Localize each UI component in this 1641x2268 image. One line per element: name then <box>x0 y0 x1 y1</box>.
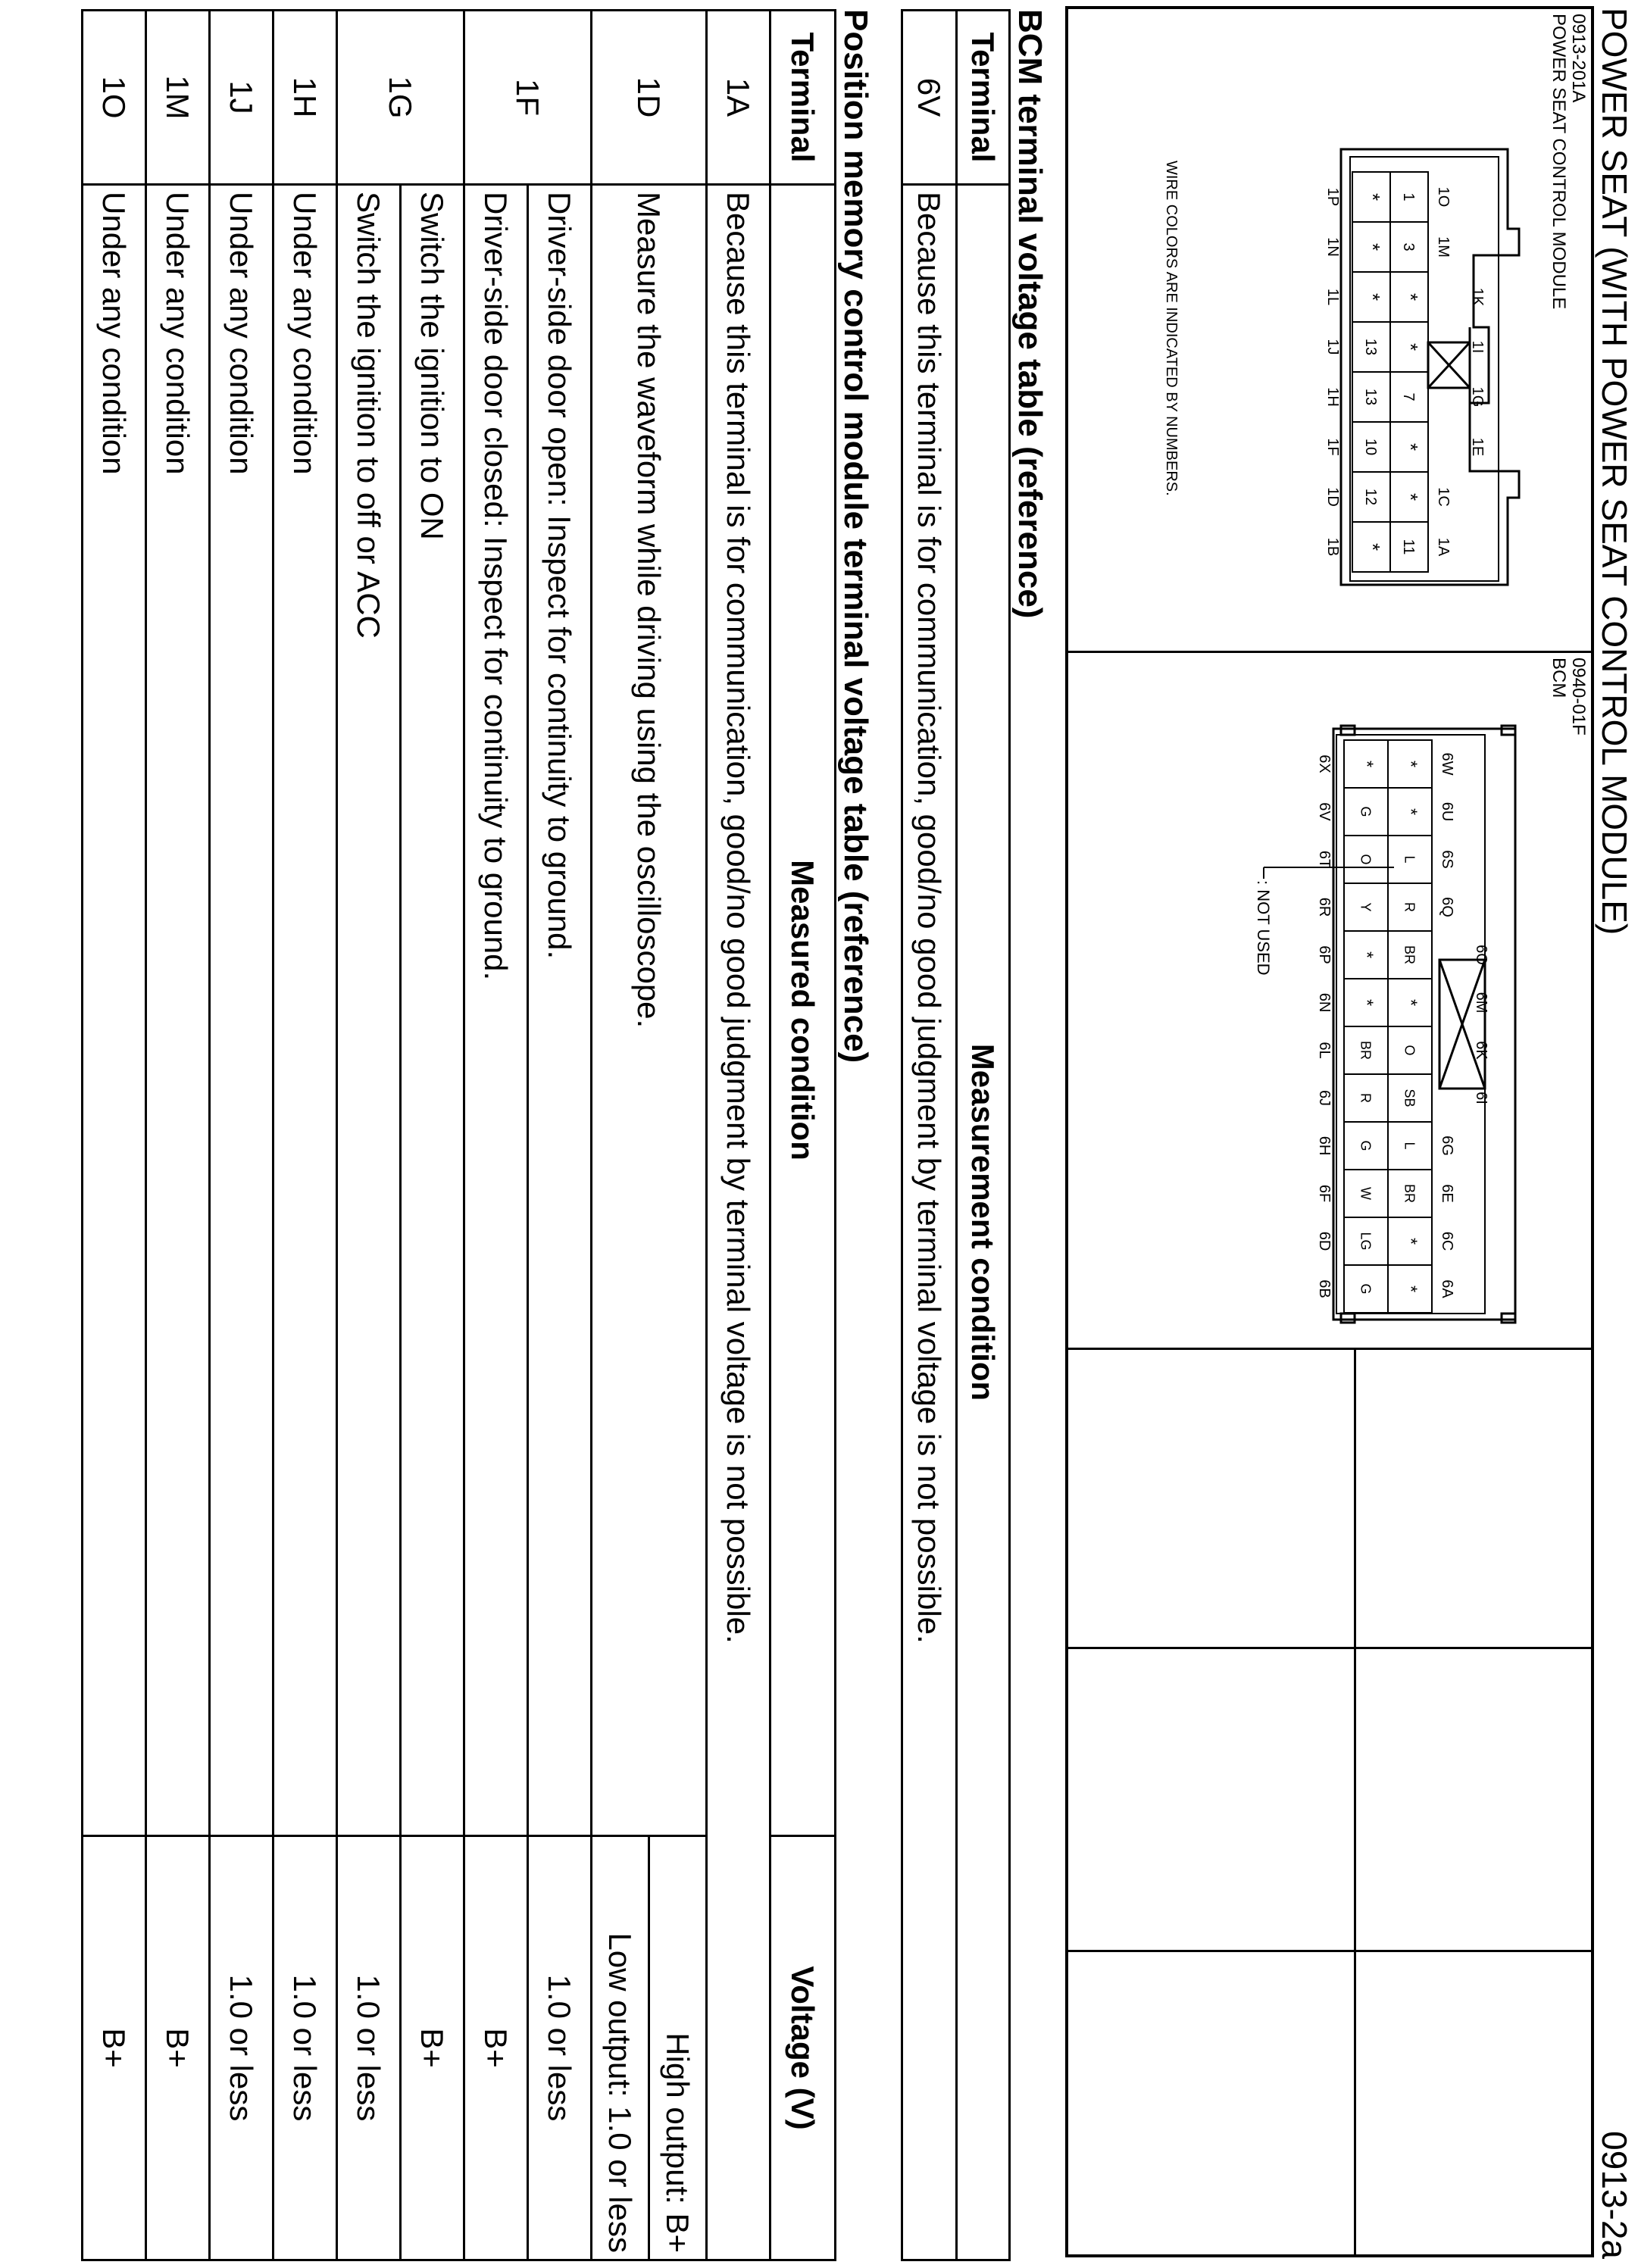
pin-value: 10 <box>1361 438 1379 456</box>
condition-1h: Under any condition <box>274 185 337 1836</box>
pin-label: 1O <box>1435 186 1452 208</box>
voltage-1g-off: 1.0 or less <box>337 1836 401 2260</box>
psm-header-condition: Measured condition <box>770 185 836 1836</box>
table-row <box>902 11 957 2260</box>
pin-label: 6J <box>1316 1089 1333 1107</box>
psm-header-terminal: Terminal <box>770 11 836 185</box>
condition-1o: Under any condition <box>83 185 146 1836</box>
terminal-1a: 1A <box>707 11 770 185</box>
pin-value: 12 <box>1361 488 1379 506</box>
pin-value: * <box>1361 292 1384 301</box>
terminal-1g: 1G <box>337 11 464 185</box>
pin-value: * <box>1361 242 1384 251</box>
pin-value: * <box>1361 192 1384 201</box>
table-row <box>337 11 401 2260</box>
table-row <box>649 11 707 2260</box>
pin-label: 1P <box>1324 187 1341 207</box>
psm-table-title: Position memory control module terminal voltage table (reference) <box>837 9 874 1064</box>
condition-1j: Under any condition <box>210 185 274 1836</box>
voltage-1d-high: High output: B+ <box>649 1836 707 2260</box>
empty-cell-3 <box>1068 1952 1591 2255</box>
pin-label: 1I <box>1469 340 1486 354</box>
pin-value: W <box>1358 1187 1374 1200</box>
pin-value: 7 <box>1399 392 1417 401</box>
bcm-row-terminal: 6V <box>902 11 957 185</box>
pin-value: * <box>1357 760 1377 768</box>
pin-value: 13 <box>1361 388 1379 406</box>
empty-cell-1 <box>1068 1350 1591 1649</box>
terminal-1j: 1J <box>210 11 274 185</box>
pin-label: 6C <box>1439 1231 1455 1251</box>
table-row <box>401 11 464 2260</box>
pin-value: R <box>1402 902 1418 912</box>
table-row <box>464 11 528 2260</box>
connector-a-name: POWER SEAT CONTROL MODULE <box>1549 14 1569 310</box>
pin-value: BR <box>1358 1040 1374 1061</box>
voltage-1o: B+ <box>83 1836 146 2260</box>
pin-label: 6H <box>1316 1136 1333 1156</box>
pin-label: 6P <box>1316 945 1333 964</box>
pin-value: G <box>1358 806 1374 817</box>
pin-label: 1C <box>1435 487 1452 507</box>
connector-b-name: BCM <box>1549 658 1569 698</box>
connector-b-code: 0940-01F <box>1568 658 1589 736</box>
table-row <box>210 11 274 2260</box>
voltage-1f-closed: B+ <box>464 1836 528 2260</box>
table-row <box>274 11 337 2260</box>
connector-frame <box>1065 6 1594 2257</box>
pin-label: 6S <box>1439 850 1455 869</box>
pin-value: G <box>1358 1140 1374 1151</box>
pin-label: 6A <box>1439 1279 1455 1298</box>
pin-value: 11 <box>1399 539 1417 555</box>
pin-label: 6X <box>1316 754 1333 773</box>
pin-value: R <box>1358 1093 1374 1103</box>
pin-value: * <box>1399 442 1422 451</box>
pin-value: 13 <box>1361 338 1379 356</box>
pin-label: 1N <box>1324 237 1341 257</box>
pin-label: 6L <box>1316 1042 1333 1059</box>
pin-label: 1H <box>1324 387 1341 407</box>
psm-terminal-table <box>81 9 836 2261</box>
pin-label: 1G <box>1469 386 1486 408</box>
condition-1m: Under any condition <box>146 185 210 1836</box>
pin-label: 6N <box>1316 992 1333 1013</box>
pin-label: 6G <box>1439 1136 1455 1156</box>
pin-value: BR <box>1402 945 1418 965</box>
voltage-1m: B+ <box>146 1836 210 2260</box>
pin-value: Y <box>1358 902 1374 912</box>
pin-label: 1F <box>1324 438 1341 456</box>
pin-label: 6F <box>1316 1184 1333 1203</box>
terminal-1d: 1D <box>592 11 707 185</box>
condition-1g-off: Switch the ignition to off or ACC <box>337 185 401 1836</box>
pin-label: 6T <box>1316 850 1333 869</box>
pin-value: * <box>1401 1285 1421 1293</box>
terminal-1m: 1M <box>146 11 210 185</box>
pin-label: 6D <box>1316 1231 1333 1251</box>
pin-value: L <box>1402 855 1418 864</box>
pin-value: * <box>1401 808 1421 816</box>
pin-value: * <box>1401 760 1421 768</box>
pin-value: O <box>1402 1045 1418 1056</box>
pin-label: 1K <box>1469 287 1486 307</box>
pin-value: * <box>1399 342 1422 351</box>
pin-label: 1E <box>1469 437 1486 457</box>
terminal-1f: 1F <box>464 11 592 185</box>
voltage-1g-on: B+ <box>401 1836 464 2260</box>
pin-value: * <box>1399 292 1422 301</box>
connector-a-code: 0913-201A <box>1568 14 1589 103</box>
table-row <box>707 11 770 2260</box>
table-row <box>528 11 592 2260</box>
pin-value: * <box>1399 492 1422 501</box>
pin-label: 1A <box>1435 537 1452 557</box>
condition-1a: Because this terminal is for communication, good/no good judgment by terminal voltage is not possible. <box>707 185 770 2260</box>
connector-a-note: WIRE COLORS ARE INDICATED BY NUMBERS. <box>1163 161 1180 496</box>
terminal-1h: 1H <box>274 11 337 185</box>
cell-connector-a <box>1068 9 1591 653</box>
pin-value: 1 <box>1399 192 1417 201</box>
condition-1f-open: Driver-side door open: Inspect for continuity to ground. <box>528 185 592 1836</box>
bcm-row-condition: Because this terminal is for communication, good/no good judgment by terminal voltage is not possible. <box>902 185 957 2260</box>
pin-value: * <box>1361 542 1384 551</box>
voltage-1f-open: 1.0 or less <box>528 1836 592 2260</box>
pin-label: 6O <box>1473 945 1489 965</box>
bcm-header-condition: Measurement condition <box>957 185 1010 2260</box>
not-used-label: : NOT USED <box>1254 880 1273 976</box>
pin-value: LG <box>1358 1232 1374 1251</box>
table-row <box>83 11 146 2260</box>
pin-label: 6W <box>1439 752 1455 776</box>
pin-value: O <box>1358 854 1374 865</box>
pin-label: 6B <box>1316 1279 1333 1298</box>
pin-value: SB <box>1402 1089 1418 1107</box>
pin-value: BR <box>1402 1183 1418 1204</box>
pin-value: G <box>1358 1283 1374 1295</box>
pin-label: 6V <box>1316 802 1333 821</box>
pin-label: 1M <box>1435 236 1452 258</box>
pin-label: 1B <box>1324 537 1341 557</box>
pin-label: 6R <box>1316 897 1333 917</box>
connector-b-pin-grid <box>1344 740 1432 1313</box>
condition-1d: Measure the waveform while driving using the oscilloscope. <box>592 185 707 1836</box>
page-id: 0913-2a <box>1595 2131 1634 2259</box>
table-row <box>146 11 210 2260</box>
condition-1g-on: Switch the ignition to ON <box>401 185 464 1836</box>
pin-value: * <box>1357 951 1377 959</box>
pin-label: 6I <box>1473 1092 1489 1104</box>
voltage-1h: 1.0 or less <box>274 1836 337 2260</box>
page-title: POWER SEAT (WITH POWER SEAT CONTROL MODULE) <box>1595 8 1634 936</box>
pin-value: * <box>1401 1237 1421 1245</box>
pin-label: 6Q <box>1439 897 1455 917</box>
connector-a-housing <box>1341 149 1519 585</box>
pin-value: * <box>1401 998 1421 1007</box>
pin-label: 6M <box>1473 992 1489 1014</box>
bcm-terminal-table <box>901 9 1011 2261</box>
pin-label: 1D <box>1324 487 1341 507</box>
pin-label: 6U <box>1439 801 1455 822</box>
pin-value: * <box>1357 998 1377 1007</box>
cell-connector-b <box>1068 653 1591 1350</box>
condition-1f-closed: Driver-side door closed: Inspect for continuity to ground. <box>464 185 528 1836</box>
connector-b-diagram <box>1068 653 1591 1347</box>
pin-value: L <box>1402 1142 1418 1150</box>
pin-label: 1L <box>1324 288 1341 306</box>
connector-a-pin-grid <box>1352 172 1428 572</box>
connector-a-diagram <box>1068 9 1591 650</box>
voltage-1j: 1.0 or less <box>210 1836 274 2260</box>
pin-value: 3 <box>1399 242 1417 251</box>
pin-label: 6K <box>1473 1041 1489 1060</box>
voltage-1d-low: Low output: 1.0 or less <box>592 1836 649 2260</box>
bcm-header-terminal: Terminal <box>957 11 1010 185</box>
psm-header-voltage: Voltage (V) <box>770 1836 836 2260</box>
empty-cell-2 <box>1068 1649 1591 1952</box>
terminal-1o: 1O <box>83 11 146 185</box>
pin-label: 6E <box>1439 1184 1455 1203</box>
pin-label: 1J <box>1324 339 1341 355</box>
bcm-table-title: BCM terminal voltage table (reference) <box>1011 9 1049 619</box>
